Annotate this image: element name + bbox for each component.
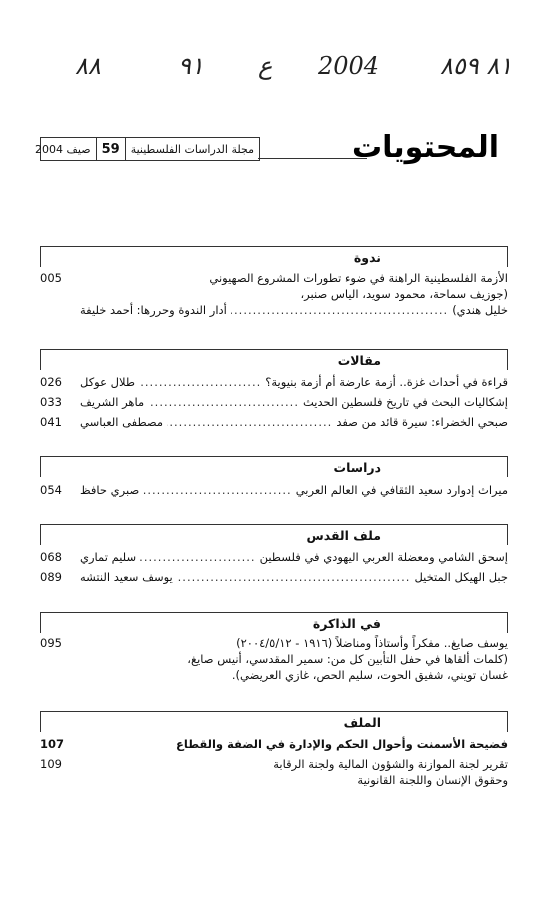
section-rule-right <box>507 457 508 477</box>
entry-title: غسان تويني، شفيق الحوت، سليم الحص، غازي العريضي). <box>231 668 508 682</box>
toc-section <box>40 612 508 633</box>
entry-title: ميراث إدوارد سعيد الثقافي في العالم العربي <box>295 483 508 497</box>
section-title: مقالات <box>337 353 381 368</box>
section-rule-left <box>40 525 41 545</box>
section-header <box>40 246 508 267</box>
entry-title: (جوزيف سماحة، محمود سويد، الياس صنبر، <box>300 287 508 301</box>
journal-name: مجلة الدراسات الفلسطينية <box>125 138 259 160</box>
entry-title: إسحق الشامي ومعضلة العربي اليهودي في فلسطين <box>259 550 508 564</box>
section-title: ملف القدس <box>306 528 381 543</box>
entry-title: جبل الهيكل المتخيل <box>414 570 508 584</box>
section-rule-left <box>40 350 41 370</box>
entry-title: وحقوق الإنسان واللجنة القانونية <box>357 773 508 787</box>
page-number: 026 <box>40 375 62 389</box>
section-header <box>40 349 508 370</box>
entry-title: خليل هندي) <box>452 303 508 317</box>
entry-author: مصطفى العباسي <box>80 415 164 429</box>
entry-author: يوسف سعيد النتشه <box>80 570 173 584</box>
toc-entry <box>40 482 508 498</box>
page-number: 089 <box>40 570 62 584</box>
page-number: 068 <box>40 550 62 564</box>
handwritten-mark-1: ٨١ ٨٥٩ <box>440 52 513 80</box>
section-rule-right <box>507 613 508 633</box>
dot-leader <box>231 302 448 318</box>
section-title: دراسات <box>333 460 381 475</box>
handwritten-mark-3: ع <box>258 52 273 80</box>
dot-leader <box>148 394 299 410</box>
journal-info-box <box>35 137 260 161</box>
toc-section <box>40 246 508 267</box>
section-rule-right <box>507 712 508 732</box>
page-number: 095 <box>40 636 62 650</box>
toc-section <box>40 524 508 545</box>
toc-entry <box>40 549 508 565</box>
dot-leader <box>139 374 261 390</box>
entry-author: ماهر الشريف <box>80 395 145 409</box>
toc-entry <box>40 414 508 430</box>
page-number: 109 <box>40 757 62 771</box>
section-title: في الذاكرة <box>312 616 381 631</box>
section-title: ندوة <box>353 250 381 265</box>
toc-entry <box>40 569 508 585</box>
page-number: 054 <box>40 483 62 497</box>
entry-title: تقرير لجنة الموازنة والشؤون المالية ولجنة الرقابة <box>273 757 508 771</box>
issue-season: صيف 2004 <box>35 142 91 156</box>
toc-section <box>40 456 508 477</box>
entry-title: قراءة في أحداث غزة.. أزمة عارضة أم أزمة بنيوية؟ <box>265 375 508 389</box>
dot-leader <box>167 414 332 430</box>
section-header <box>40 612 508 633</box>
section-header <box>40 524 508 545</box>
section-rule-left <box>40 247 41 267</box>
toc-entry <box>40 635 508 683</box>
dot-leader <box>140 549 255 565</box>
page-number: 107 <box>40 737 65 751</box>
toc-entry <box>40 756 508 788</box>
section-rule-right <box>507 525 508 545</box>
section-rule-left <box>40 712 41 732</box>
entry-author: طلال عوكل <box>80 375 136 389</box>
toc-entry <box>40 270 508 318</box>
section-header <box>40 456 508 477</box>
section-rule-right <box>507 247 508 267</box>
dot-leader <box>143 482 291 498</box>
handwritten-mark-5: ٨٨ <box>75 52 101 80</box>
entry-title: فضيحة الأسمنت وأحوال الحكم والإدارة في الضفة والقطاع <box>176 737 508 751</box>
entry-author: أدار الندوة وحررها: أحمد خليفة <box>80 303 227 317</box>
entry-title: إشكاليات البحث في تاريخ فلسطين الحديث <box>303 395 508 409</box>
section-rule-right <box>507 350 508 370</box>
section-header <box>40 711 508 732</box>
entry-title: (كلمات ألقاها في حفل التأبين كل من: سمير المقدسي، أنيس صايغ، <box>187 652 508 666</box>
entry-author: سليم تماري <box>80 550 137 564</box>
section-rule-left <box>40 613 41 633</box>
handwritten-mark-2: 2004 <box>318 52 380 80</box>
entry-author: صبري حافظ <box>80 483 140 497</box>
page-title: المحتويات <box>351 130 499 165</box>
header-rule <box>258 158 367 159</box>
toc-entry <box>40 394 508 410</box>
toc-section <box>40 349 508 370</box>
entry-title: يوسف صايغ.. مفكراً وأستاذاً ومناضلاً (١٩١٦ - ٢٠٠٤/٥/١٢) <box>236 636 508 650</box>
issue-number: 59 <box>96 138 125 160</box>
handwritten-mark-4: ٩١ <box>178 52 204 80</box>
toc-entry <box>40 736 508 752</box>
dot-leader <box>177 569 411 585</box>
section-title: الملف <box>343 715 381 730</box>
page-number: 005 <box>40 271 62 285</box>
entry-title: الأزمة الفلسطينية الراهنة في ضوء تطورات المشروع الصهيوني <box>209 271 508 285</box>
toc-section <box>40 711 508 732</box>
entry-title: صبحي الخضراء: سيرة قائد من صفد <box>336 415 508 429</box>
toc-entry <box>40 374 508 390</box>
section-rule-left <box>40 457 41 477</box>
page-number: 033 <box>40 395 62 409</box>
page-number: 041 <box>40 415 62 429</box>
